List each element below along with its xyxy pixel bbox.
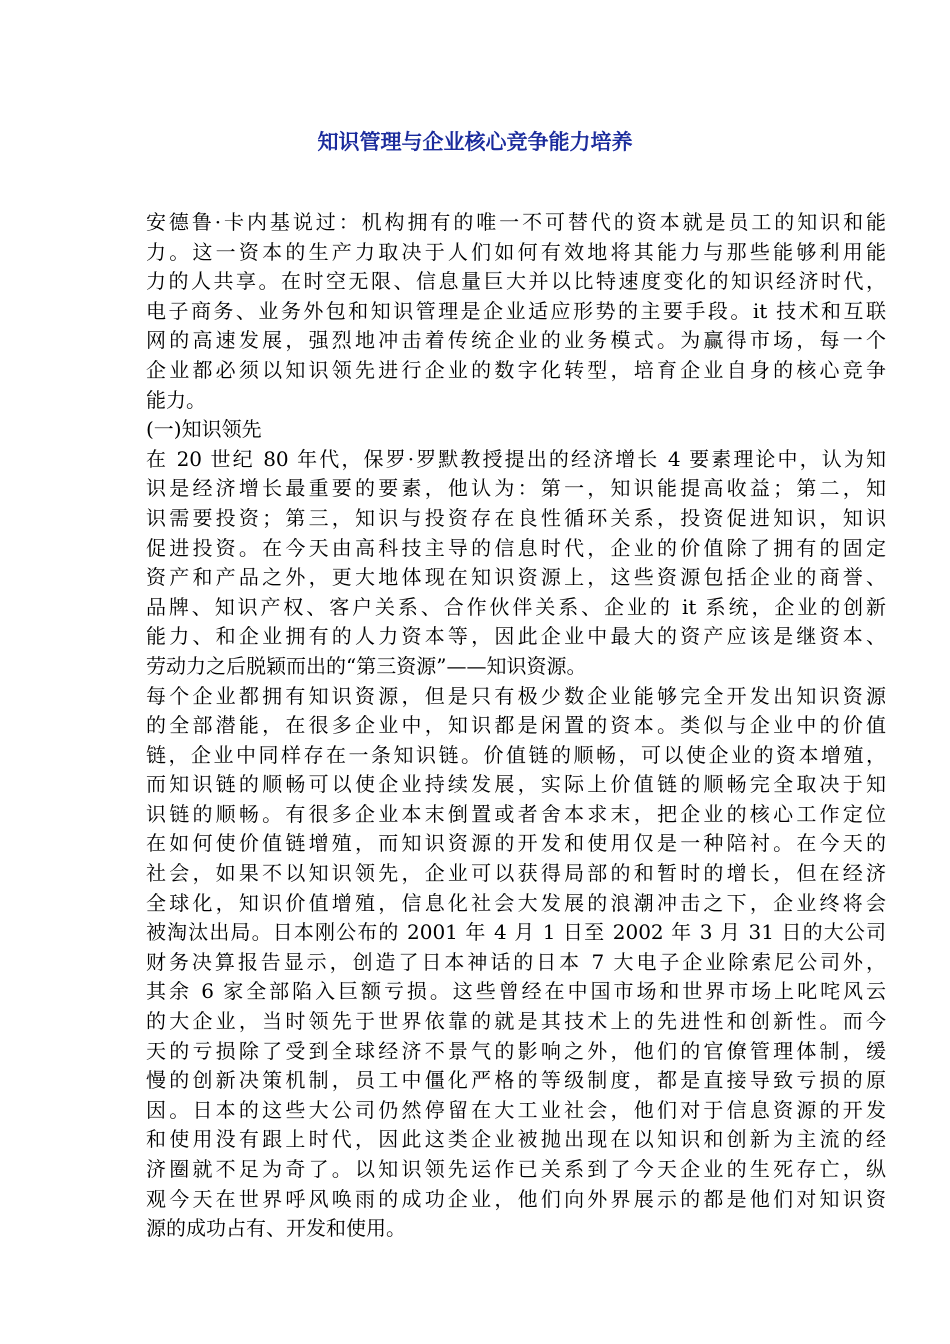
text-line: 识是经济增长最重要的要素，他认为：第一，知识能提高收益；第二，知 <box>146 476 886 501</box>
text-line: 和使用没有跟上时代，因此这类企业被抛出现在以知识和创新为主流的经 <box>146 1127 886 1152</box>
text-line: 财务决算报告显示，创造了日本神话的日本 7 大电子企业除索尼公司外， <box>146 949 886 974</box>
text-line: 而知识链的顺畅可以使企业持续发展，实际上价值链的顺畅完全取决于知 <box>146 772 886 797</box>
text-line: 识链的顺畅。有很多企业本末倒置或者舍本求末，把企业的核心工作定位 <box>146 801 886 826</box>
text-line: 安德鲁·卡内基说过：机构拥有的唯一不可替代的资本就是员工的知识和能 <box>146 210 886 234</box>
text-line: 被淘汰出局。日本刚公布的 2001 年 4 月 1 日至 2002 年 3 月 31 日的大公司 <box>146 920 886 945</box>
text-line: 能力。 <box>146 387 206 412</box>
text-line: 链，企业中同样存在一条知识链。价值链的顺畅，可以使企业的资本增殖， <box>146 742 886 767</box>
text-line: 品牌、知识产权、客户关系、合作伙伴关系、企业的 it 系统，企业的创新 <box>146 594 886 619</box>
text-line: 在如何使价值链增殖，而知识资源的开发和使用仅是一种陪衬。在今天的 <box>146 831 886 856</box>
text-line: 源的成功占有、开发和使用。 <box>146 1216 406 1241</box>
text-line: 社会，如果不以知识领先，企业可以获得局部的和暂时的增长，但在经济 <box>146 861 886 886</box>
text-line: 电子商务、业务外包和知识管理是企业适应形势的主要手段。it 技术和互联 <box>146 298 886 323</box>
document-body <box>146 208 886 1244</box>
text-line: 识需要投资；第三，知识与投资存在良性循环关系，投资促进知识，知识 <box>146 505 886 530</box>
text-line: 企业都必须以知识领先进行企业的数字化转型，培育企业自身的核心竞争 <box>146 357 886 382</box>
text-line: 力的人共享。在时空无限、信息量巨大并以比特速度变化的知识经济时代， <box>146 269 886 294</box>
text-line: 每个企业都拥有知识资源，但是只有极少数企业能够完全开发出知识资源 <box>146 683 886 708</box>
text-line: 济圈就不足为奇了。以知识领先运作已关系到了今天企业的生死存亡，纵 <box>146 1157 886 1181</box>
text-line: 天的亏损除了受到全球经济不景气的影响之外，他们的官僚管理体制，缓 <box>146 1038 886 1063</box>
text-line: 的全部潜能，在很多企业中，知识都是闲置的资本。类似与企业中的价值 <box>146 713 886 738</box>
paragraph <box>146 445 886 682</box>
text-line: 劳动力之后脱颖而出的“第三资源”——知识资源。 <box>146 653 587 678</box>
text-line: 促进投资。在今天由高科技主导的信息时代，企业的价值除了拥有的固定 <box>146 535 886 560</box>
text-line: 观今天在世界呼风唤雨的成功企业，他们向外界展示的都是他们对知识资 <box>146 1186 886 1211</box>
text-line: 网的高速发展，强烈地冲击着传统企业的业务模式。为赢得市场，每一个 <box>146 328 886 353</box>
text-line: 慢的创新决策机制，员工中僵化严格的等级制度，都是直接导致亏损的原 <box>146 1068 886 1093</box>
paragraph <box>146 682 886 1244</box>
text-line: 能力、和企业拥有的人力资本等，因此企业中最大的资产应该是继资本、 <box>146 624 886 649</box>
text-line: 力。这一资本的生产力取决于人们如何有效地将其能力与那些能够利用能 <box>146 239 886 264</box>
text-line: 的大企业，当时领先于世界依靠的就是其技术上的先进性和创新性。而今 <box>146 1009 886 1034</box>
text-line: 在 20 世纪 80 年代，保罗·罗默教授提出的经济增长 4 要素理论中，认为知 <box>146 446 886 471</box>
paragraph <box>146 415 886 445</box>
text-line: 全球化，知识价值增殖，信息化社会大发展的浪潮冲击之下，企业终将会 <box>146 890 886 915</box>
text-line: (一)知识领先 <box>146 417 262 442</box>
text-line: 资产和产品之外，更大地体现在知识资源上，这些资源包括企业的商誉、 <box>146 565 886 590</box>
paragraph <box>146 208 886 415</box>
document-title: 知识管理与企业核心竞争能力培养 <box>317 129 633 154</box>
text-line: 因。日本的这些大公司仍然停留在大工业社会，他们对于信息资源的开发 <box>146 1097 886 1122</box>
text-line: 其余 6 家全部陷入巨额亏损。这些曾经在中国市场和世界市场上叱咤风云 <box>146 979 886 1004</box>
